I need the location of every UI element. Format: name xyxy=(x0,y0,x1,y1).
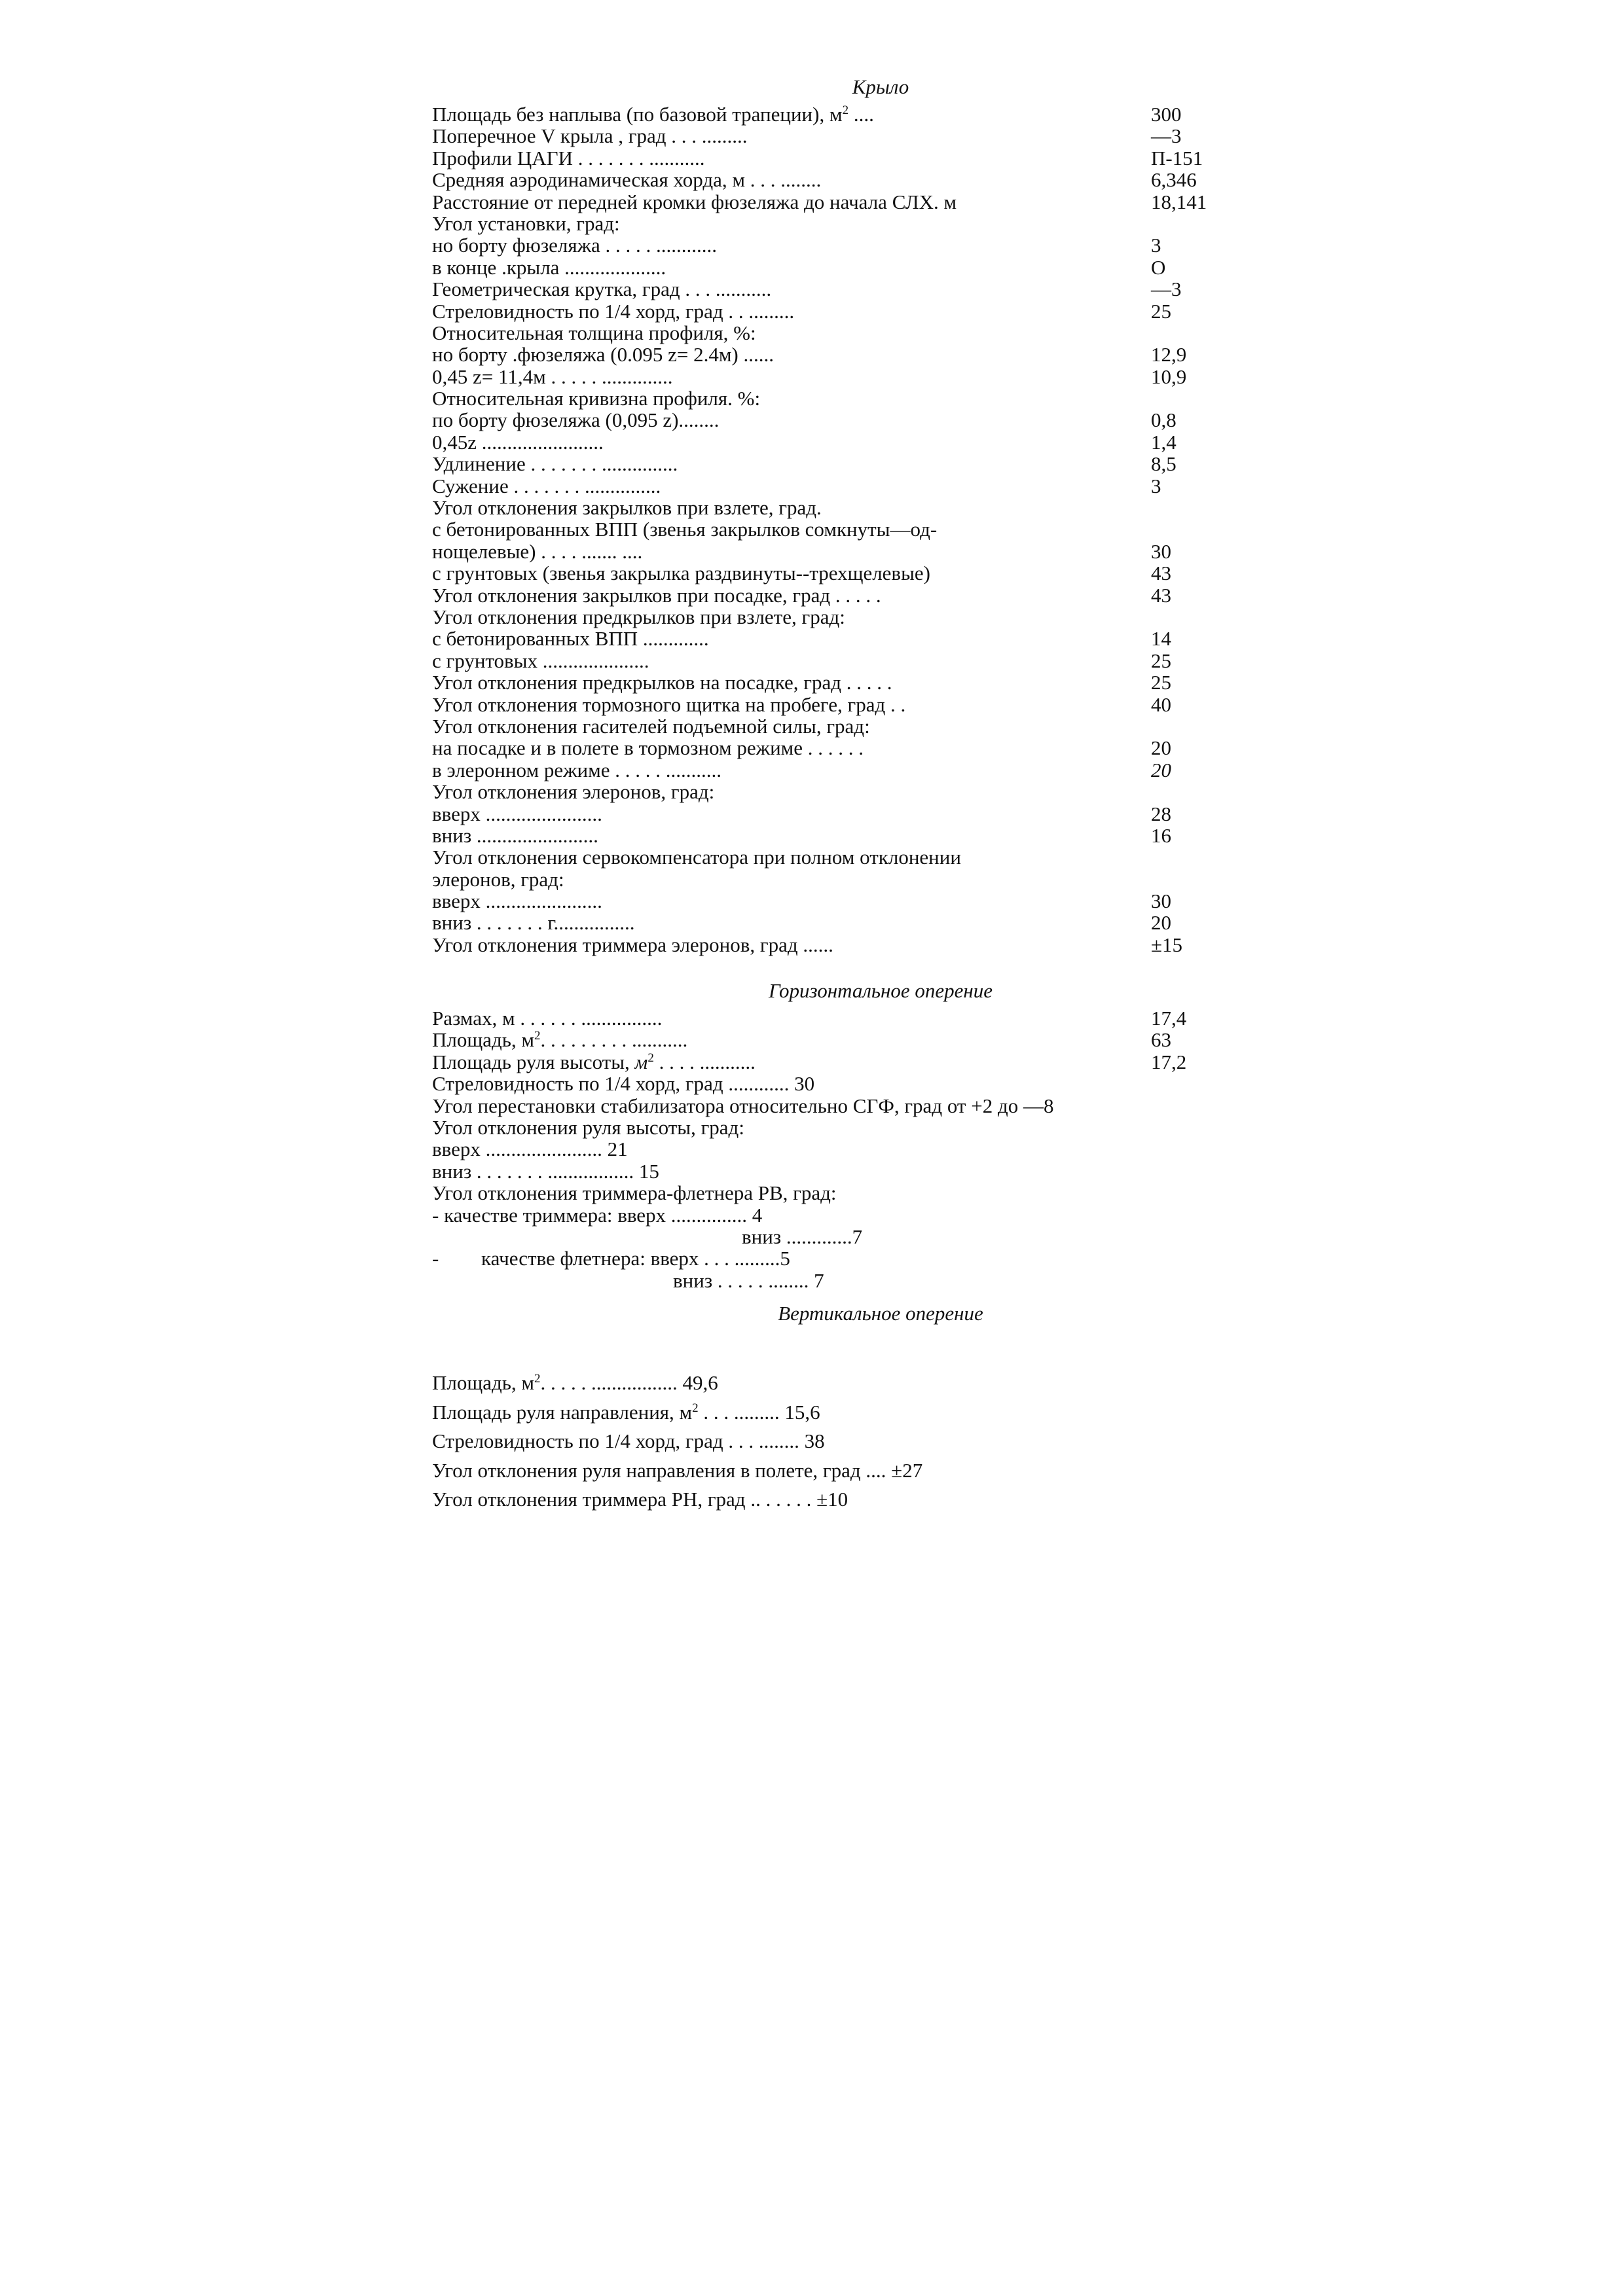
spec-row xyxy=(432,518,1283,540)
spec-row xyxy=(432,1427,1283,1456)
spec-label-text: вниз ........................ xyxy=(432,823,598,847)
spec-label xyxy=(432,934,833,956)
spec-label xyxy=(432,1095,1053,1117)
spec-label-text: Угол отклонения тормозного щитка на пробеге, град . . xyxy=(432,692,906,716)
spec-row xyxy=(432,475,1283,497)
spec-label xyxy=(432,781,714,802)
superscript: 2 xyxy=(534,1029,541,1043)
spec-row xyxy=(432,366,1283,387)
spec-label xyxy=(432,541,642,562)
spec-label-suffix: .... xyxy=(848,103,874,126)
spec-value: 17,4 xyxy=(1151,1007,1187,1030)
spec-label-text: Угол перестановки стабилизатора относительно СГФ, град от +2 до —8 xyxy=(432,1094,1054,1117)
spec-value: 25 xyxy=(1151,671,1171,694)
spec-label-text: Угол отклонения сервокомпенсатора при полном отклонении xyxy=(432,846,961,869)
spec-label-text: Угол отклонения руля направления в полете, град .... ±27 xyxy=(432,1458,923,1482)
spec-label xyxy=(432,409,719,431)
spec-label-text: Угол отклонения руля высоты, град: xyxy=(432,1115,744,1139)
spec-label xyxy=(432,1369,718,1401)
spec-value: 63 xyxy=(1151,1028,1171,1052)
spec-row xyxy=(432,147,1283,169)
spec-label-text: 0,45 z= 11,4м . . . . . .............. xyxy=(432,365,673,388)
spec-label xyxy=(432,234,717,256)
spec-row xyxy=(432,125,1283,147)
spec-value: 18,141 xyxy=(1151,190,1207,213)
spec-label-text: 0,45z ........................ xyxy=(432,430,604,454)
spec-row xyxy=(432,1160,1283,1182)
spec-row xyxy=(432,1029,1283,1050)
spec-row xyxy=(432,934,1283,956)
spec-label xyxy=(432,694,905,715)
spec-label-text: Размах, м . . . . . . ................ xyxy=(432,1007,663,1030)
spec-row xyxy=(432,431,1283,453)
spec-label xyxy=(432,584,881,606)
spec-value: —3 xyxy=(1151,124,1182,148)
spec-row xyxy=(432,1095,1283,1117)
spec-label xyxy=(432,1182,837,1204)
spec-label-text: Площадь руля высоты, xyxy=(432,1050,635,1073)
spec-value: 43 xyxy=(1151,562,1171,585)
spec-label xyxy=(742,1226,862,1247)
spec-label-text: вниз . . . . . . . г................ xyxy=(432,911,635,935)
spec-value: 6,346 xyxy=(1151,168,1197,192)
spec-value: 30 xyxy=(1151,539,1171,563)
spec-label xyxy=(432,890,602,912)
spec-row xyxy=(432,1204,1283,1226)
spec-value: 30 xyxy=(1151,889,1171,913)
spec-row xyxy=(432,541,1283,562)
spec-label xyxy=(432,1117,744,1138)
spec-label-text: но борту .фюзеляжа (0.095 z= 2.4м) ...... xyxy=(432,343,775,367)
spec-row xyxy=(432,846,1283,868)
spec-value: 3 xyxy=(1151,474,1161,497)
spec-label xyxy=(432,169,821,190)
spec-label xyxy=(432,672,892,693)
spec-row xyxy=(432,1369,1283,1398)
spec-label xyxy=(432,518,937,540)
spec-value: 3 xyxy=(1151,234,1161,257)
spec-label-suffix: . . . . . . . . . ........... xyxy=(540,1028,688,1052)
spec-label-text: Площадь, м xyxy=(432,1371,535,1394)
spec-label-text: Относительная кривизна профиля. %: xyxy=(432,387,761,410)
spec-row xyxy=(432,1398,1283,1427)
spec-label xyxy=(432,628,709,649)
spec-label-text: Геометрическая крутка, град . . . ........... xyxy=(432,278,772,301)
spec-label xyxy=(673,1270,824,1291)
spec-value: 20 xyxy=(1151,911,1171,935)
spec-label xyxy=(432,366,672,387)
spec-value: 40 xyxy=(1151,692,1171,716)
superscript: 2 xyxy=(647,1050,654,1065)
spec-label xyxy=(432,1007,662,1029)
spec-row xyxy=(432,322,1283,344)
spec-label-text: в элеронном режиме . . . . . ........... xyxy=(432,758,721,781)
spec-label-text: Стреловидность по 1/4 хорд, град ............ 30 xyxy=(432,1072,815,1096)
spec-label-text: Расстояние от передней кромки фюзеляжа до начала СЛХ. м xyxy=(432,190,957,213)
spec-row xyxy=(432,715,1283,737)
section-title-wing: Крыло xyxy=(852,75,909,98)
vertical-tail-spec-list xyxy=(432,1369,1283,1515)
spec-label xyxy=(432,1398,820,1431)
spec-value: П-151 xyxy=(1151,146,1203,170)
spec-row xyxy=(432,584,1283,606)
spec-row xyxy=(432,387,1283,409)
spec-label xyxy=(432,803,602,825)
spec-row xyxy=(432,213,1283,234)
spec-row xyxy=(432,606,1283,628)
spec-value: 1,4 xyxy=(1151,430,1176,454)
spec-value: —3 xyxy=(1151,278,1182,301)
spec-label-italic: м xyxy=(634,1050,648,1073)
spec-row xyxy=(432,694,1283,715)
spec-label-text: - xyxy=(432,1247,439,1270)
spec-row xyxy=(432,825,1283,846)
spec-row xyxy=(432,890,1283,912)
spec-row xyxy=(432,628,1283,649)
superscript: 2 xyxy=(692,1401,699,1415)
spec-row xyxy=(432,278,1283,300)
spec-label xyxy=(432,453,678,475)
superscript: 2 xyxy=(842,103,849,117)
wing-spec-list xyxy=(432,103,1283,956)
spec-label-text: Угол отклонения предкрылков на посадке, град . . . . . xyxy=(432,671,892,694)
spec-row xyxy=(432,103,1283,125)
spec-value: 0,8 xyxy=(1151,408,1176,432)
spec-row xyxy=(432,562,1283,584)
spec-label-text: вверх ....................... 21 xyxy=(432,1138,628,1161)
section-title-vertical-tail: Вертикальное оперение xyxy=(778,1302,983,1325)
spec-label-text: Угол отклонения предкрылков при взлете, град: xyxy=(432,605,845,628)
spec-label xyxy=(432,737,864,759)
spec-row xyxy=(432,912,1283,933)
spec-row xyxy=(432,1117,1283,1138)
spec-row xyxy=(432,1073,1283,1094)
spec-label-text: Профили ЦАГИ . . . . . . . ........... xyxy=(432,146,705,170)
spec-value: 43 xyxy=(1151,583,1171,607)
spec-label xyxy=(432,650,649,672)
superscript: 2 xyxy=(534,1372,541,1386)
spec-row xyxy=(432,737,1283,759)
spec-label-text: Площадь, м xyxy=(432,1028,535,1052)
spec-label xyxy=(432,1204,762,1226)
spec-row xyxy=(432,497,1283,518)
spec-label-text: - качестве триммера: вверх ............... 4 xyxy=(432,1203,763,1227)
spec-label-text: с бетонированных ВПП ............. xyxy=(432,627,709,651)
spec-label xyxy=(432,475,661,497)
spec-label-text: но борту фюзеляжа . . . . . ............ xyxy=(432,234,717,257)
section-title-horizontal-tail: Горизонтальное оперение xyxy=(768,979,993,1002)
spec-label-suffix: . . . . ........... xyxy=(653,1050,756,1073)
spec-label-text: Сужение . . . . . . . ............... xyxy=(432,474,661,497)
spec-row xyxy=(432,1007,1283,1029)
spec-label xyxy=(432,1160,659,1182)
spec-row xyxy=(432,344,1283,365)
spec-label xyxy=(432,300,794,322)
spec-label-text: Угол установки, град: xyxy=(432,211,620,235)
spec-row xyxy=(432,409,1283,431)
spec-row xyxy=(432,169,1283,190)
spec-label-text: Средняя аэродинамическая хорда, м . . . ........ xyxy=(432,168,822,192)
spec-label-text: Относительная толщина профиля, %: xyxy=(432,321,756,344)
spec-value: ±15 xyxy=(1151,933,1183,956)
spec-label-text: элеронов, град: xyxy=(432,867,564,891)
spec-label xyxy=(432,846,961,868)
spec-row xyxy=(432,191,1283,213)
spec-value: 14 xyxy=(1151,627,1171,651)
spec-row xyxy=(432,300,1283,322)
spec-label-text: Угол отклонения триммера-флетнера РВ, град: xyxy=(432,1181,837,1205)
spec-label xyxy=(432,278,771,300)
spec-label-text: вниз . . . . . ........ 7 xyxy=(673,1268,824,1292)
spec-label xyxy=(432,387,760,409)
spec-label xyxy=(432,1247,439,1269)
spec-label xyxy=(432,191,957,213)
spec-label xyxy=(432,213,620,234)
spec-row xyxy=(432,869,1283,890)
spec-row xyxy=(432,234,1283,256)
spec-label xyxy=(432,825,598,846)
spec-row xyxy=(432,1485,1283,1515)
spec-label xyxy=(432,912,635,933)
spec-label-suffix: . . . ......... 15,6 xyxy=(698,1400,820,1424)
spec-label xyxy=(432,1456,922,1486)
horizontal-tail-spec-list xyxy=(432,1007,1283,1291)
spec-row xyxy=(432,257,1283,278)
spec-label-text: с бетонированных ВПП (звенья закрылков сомкнуты—од- xyxy=(432,518,938,541)
spec-label-suffix: . . . . . ................. 49,6 xyxy=(540,1371,718,1394)
spec-label-text: Угол отклонения триммера РН, град .. . . . . . ±10 xyxy=(432,1488,848,1511)
spec-label xyxy=(432,759,721,781)
spec-row xyxy=(432,759,1283,781)
spec-label xyxy=(432,1485,848,1515)
spec-label xyxy=(432,147,704,169)
spec-value: 25 xyxy=(1151,649,1171,672)
spec-value: 20 xyxy=(1151,736,1171,760)
spec-label xyxy=(432,257,666,278)
spec-row xyxy=(432,803,1283,825)
spec-label xyxy=(432,344,774,365)
spec-label-text: с грунтовых ..................... xyxy=(432,649,649,672)
spec-row xyxy=(432,672,1283,693)
spec-label-text: в конце .крыла .................... xyxy=(432,255,666,279)
spec-label xyxy=(432,1073,814,1094)
spec-label-text: вниз .............7 xyxy=(742,1225,863,1248)
spec-label-text: Угол отклонения закрылков при взлете, град. xyxy=(432,496,822,520)
spec-value: 12,9 xyxy=(1151,343,1187,367)
spec-label-text: Площадь без наплыва (по базовой трапеции), м xyxy=(432,103,843,126)
spec-row xyxy=(432,453,1283,475)
spec-label-text: Площадь руля направления, м xyxy=(432,1400,693,1424)
spec-label-text: Угол отклонения элеронов, град: xyxy=(432,780,715,804)
spec-row xyxy=(432,1270,1283,1291)
spec-label-text: Угол отклонения закрылков при посадке, град . . . . . xyxy=(432,583,881,607)
spec-label-text: с грунтовых (звенья закрылка раздвинуты--трехщелевые) xyxy=(432,562,930,585)
spec-label-text: нощелевые) . . . . ....... .... xyxy=(432,539,643,563)
spec-label xyxy=(432,869,564,890)
spec-value: 25 xyxy=(1151,299,1171,323)
spec-label-text: на посадке и в полете в тормозном режиме . . . . . . xyxy=(432,736,864,760)
spec-row xyxy=(432,1247,1283,1269)
spec-value: 10,9 xyxy=(1151,365,1187,388)
spec-label-text: вверх ....................... xyxy=(432,802,602,825)
spec-label-text: Стреловидность по 1/4 хорд, град . . . ........ 38 xyxy=(432,1429,825,1452)
spec-value: 16 xyxy=(1151,823,1171,847)
spec-label-text: Поперечное V крыла , град . . . ......... xyxy=(432,124,748,148)
spec-row xyxy=(432,1456,1283,1486)
spec-label xyxy=(432,497,822,518)
spec-row xyxy=(432,1051,1283,1073)
spec-value: 8,5 xyxy=(1151,452,1176,476)
spec-row xyxy=(432,1182,1283,1204)
spec-label xyxy=(432,606,845,628)
spec-value: 28 xyxy=(1151,802,1171,825)
spec-label xyxy=(432,1427,825,1456)
spec-value: 300 xyxy=(1151,103,1182,126)
spec-label-text: Удлинение . . . . . . . ............... xyxy=(432,452,678,476)
spec-label xyxy=(432,125,747,147)
spec-label-text: Угол отклонения гасителей подъемной силы, град: xyxy=(432,714,870,738)
spec-label xyxy=(432,715,870,737)
spec-label xyxy=(432,562,930,584)
spec-label xyxy=(432,322,756,344)
spec-label-text: вниз . . . . . . . ................. 15 xyxy=(432,1159,659,1183)
spec-value: 20 xyxy=(1151,758,1171,781)
spec-label-continued: качестве флетнера: вверх . . . .........5 xyxy=(481,1247,790,1270)
spec-label-text: по борту фюзеляжа (0,095 z)........ xyxy=(432,408,720,432)
spec-row xyxy=(432,650,1283,672)
spec-row xyxy=(432,781,1283,802)
spec-value: 17,2 xyxy=(1151,1050,1187,1073)
spec-value: О xyxy=(1151,255,1166,279)
spec-label xyxy=(432,1138,628,1160)
spec-label-text: Угол отклонения триммера элеронов, град ...... xyxy=(432,933,833,956)
spec-row xyxy=(432,1138,1283,1160)
spec-label xyxy=(432,431,604,453)
spec-label-text: вверх ....................... xyxy=(432,889,602,913)
spec-row xyxy=(432,1226,1283,1247)
spec-label-text: Стреловидность по 1/4 хорд, град . . ......... xyxy=(432,299,795,323)
